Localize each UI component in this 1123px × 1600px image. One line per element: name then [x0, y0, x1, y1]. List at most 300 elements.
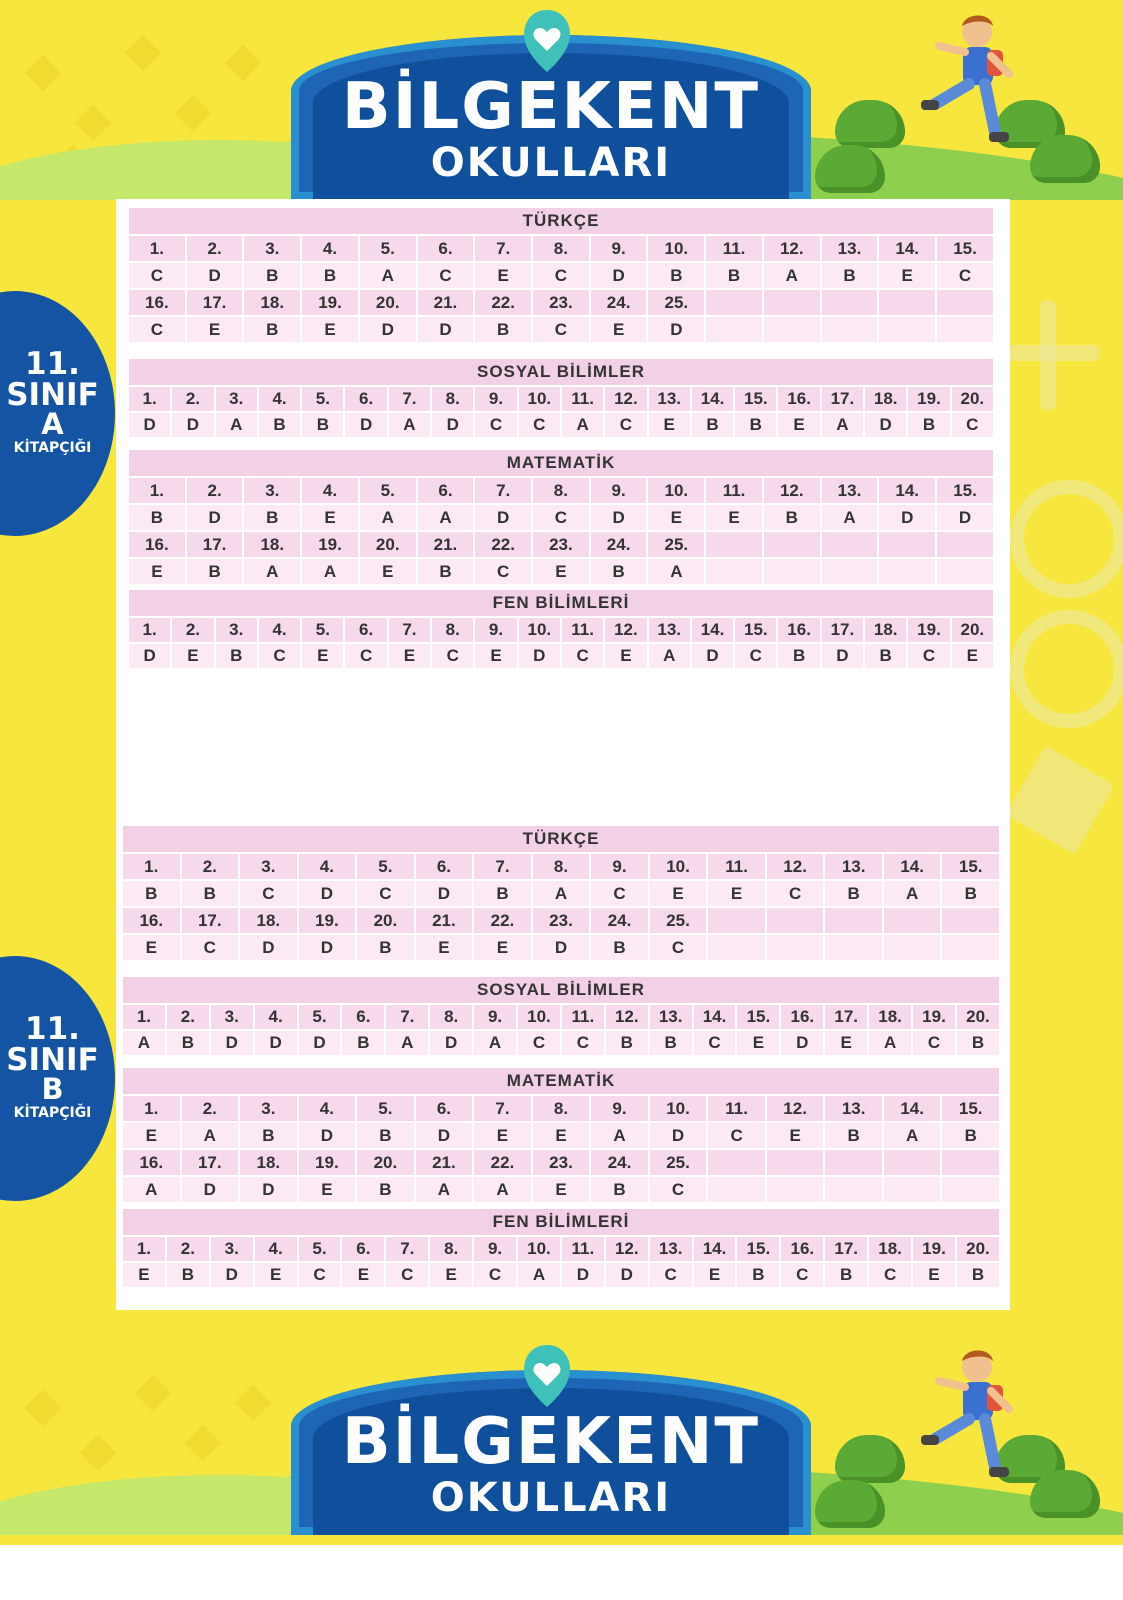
question-number: 10.: [519, 618, 560, 642]
answer-letter: E: [475, 263, 531, 288]
answer-letter: B: [735, 413, 776, 437]
answer-letter: B: [357, 935, 414, 960]
empty-cell: [767, 1177, 824, 1202]
answer-letter: D: [187, 263, 243, 288]
answer-letter: C: [432, 644, 473, 668]
question-number: 22.: [474, 908, 531, 933]
answer-table-sosyal-b: [121, 975, 1001, 1057]
answer-letter: D: [416, 1123, 473, 1148]
question-number: 23.: [533, 908, 590, 933]
answer-letter: C: [259, 644, 300, 668]
empty-cell: [706, 290, 762, 315]
answer-letter: B: [187, 559, 243, 584]
answer-letter: D: [129, 644, 170, 668]
question-number: 2.: [172, 387, 213, 411]
answer-letter: B: [167, 1263, 209, 1287]
empty-cell: [706, 559, 762, 584]
answer-letter: E: [302, 317, 358, 342]
answer-letter: B: [822, 263, 878, 288]
answer-letter: B: [648, 263, 704, 288]
answer-letter: C: [533, 317, 589, 342]
question-number: 1.: [129, 478, 185, 503]
answer-letter: C: [418, 263, 474, 288]
answer-letter: E: [474, 1123, 531, 1148]
answer-letter: B: [357, 1123, 414, 1148]
question-number: 5.: [302, 618, 343, 642]
answer-letter: A: [884, 881, 941, 906]
question-number: 3.: [216, 387, 257, 411]
question-number: 23.: [533, 532, 589, 557]
answer-letter: A: [360, 263, 416, 288]
answer-letter: E: [474, 935, 531, 960]
answer-letter: D: [591, 505, 647, 530]
answer-letter: E: [737, 1031, 779, 1055]
answer-letter: A: [474, 1177, 531, 1202]
bush-icon: [835, 100, 905, 148]
answer-letter: C: [650, 935, 707, 960]
empty-cell: [764, 559, 820, 584]
question-number: 8.: [533, 236, 589, 261]
answer-letter: E: [255, 1263, 297, 1287]
question-number: 2.: [187, 478, 243, 503]
question-number: 17.: [187, 532, 243, 557]
empty-cell: [706, 317, 762, 342]
question-number: 6.: [418, 478, 474, 503]
answer-letter: D: [519, 644, 560, 668]
question-number: 3.: [211, 1005, 253, 1029]
answer-letter: C: [708, 1123, 765, 1148]
question-number: 10.: [650, 854, 707, 879]
answer-letter: B: [302, 413, 343, 437]
answer-letter: A: [648, 559, 704, 584]
question-number: 14.: [692, 387, 733, 411]
answer-letter: E: [187, 317, 243, 342]
question-number: 17.: [822, 387, 863, 411]
answer-letter: B: [692, 413, 733, 437]
answer-letter: D: [187, 505, 243, 530]
answer-letter: D: [360, 317, 416, 342]
question-number: 21.: [416, 1150, 473, 1175]
question-number: 21.: [416, 908, 473, 933]
question-number: 3.: [244, 478, 300, 503]
question-number: 19.: [908, 618, 949, 642]
question-number: 12.: [764, 236, 820, 261]
empty-cell: [708, 908, 765, 933]
empty-cell: [764, 290, 820, 315]
section-title: TÜRKÇE: [129, 208, 993, 234]
section-title: SOSYAL BİLİMLER: [123, 977, 999, 1003]
brand-name: BİLGEKENT: [341, 70, 761, 144]
answer-letter: D: [182, 1177, 239, 1202]
question-number: 25.: [648, 532, 704, 557]
question-number: 14.: [694, 1005, 736, 1029]
question-number: 17.: [825, 1005, 867, 1029]
answer-letter: E: [650, 881, 707, 906]
answer-table-matematik-a: [127, 448, 995, 586]
empty-cell: [879, 532, 935, 557]
question-number: 23.: [533, 1150, 590, 1175]
answer-letter: D: [129, 413, 170, 437]
question-number: 3.: [216, 618, 257, 642]
answer-table-turkce-b: [121, 824, 1001, 962]
answer-letter: A: [123, 1177, 180, 1202]
empty-cell: [825, 1177, 882, 1202]
question-number: 4.: [299, 854, 356, 879]
question-number: 1.: [123, 1237, 165, 1261]
answer-table-matematik-b: [121, 1066, 1001, 1204]
answer-letter: B: [825, 1123, 882, 1148]
answer-letter: D: [475, 505, 531, 530]
answer-letter: C: [129, 263, 185, 288]
answer-letter: C: [562, 1031, 604, 1055]
question-number: 4.: [259, 387, 300, 411]
answer-letter: C: [650, 1177, 707, 1202]
question-number: 5.: [357, 854, 414, 879]
question-number: 4.: [259, 618, 300, 642]
question-number: 6.: [345, 387, 386, 411]
question-number: 17.: [825, 1237, 867, 1261]
answer-letter: D: [432, 413, 473, 437]
answer-letter: B: [475, 317, 531, 342]
section-title: FEN BİLİMLERİ: [123, 1209, 999, 1235]
answer-table-sosyal-a: [127, 357, 995, 439]
question-number: 11.: [706, 236, 762, 261]
question-number: 12.: [767, 854, 824, 879]
question-number: 22.: [475, 290, 531, 315]
question-number: 17.: [822, 618, 863, 642]
answer-letter: E: [591, 317, 647, 342]
answer-letter: C: [694, 1031, 736, 1055]
question-number: 6.: [342, 1005, 384, 1029]
question-number: 17.: [182, 908, 239, 933]
answer-letter: B: [865, 644, 906, 668]
question-number: 20.: [357, 1150, 414, 1175]
answer-letter: B: [591, 559, 647, 584]
question-number: 19.: [299, 908, 356, 933]
question-number: 15.: [737, 1005, 779, 1029]
question-number: 11.: [708, 1096, 765, 1121]
answer-letter: B: [129, 505, 185, 530]
question-number: 11.: [706, 478, 762, 503]
answer-letter: E: [172, 644, 213, 668]
question-number: 6.: [416, 1096, 473, 1121]
answer-letter: A: [822, 413, 863, 437]
question-number: 1.: [129, 387, 170, 411]
question-number: 20.: [952, 387, 993, 411]
answer-letter: A: [869, 1031, 911, 1055]
answer-letter: B: [778, 644, 819, 668]
answer-letter: D: [591, 263, 647, 288]
heart-logo-icon: [518, 1341, 576, 1409]
answer-letter: D: [345, 413, 386, 437]
answer-letter: A: [386, 1031, 428, 1055]
answer-letter: A: [562, 413, 603, 437]
question-number: 25.: [648, 290, 704, 315]
answer-letter: C: [519, 413, 560, 437]
answer-letter: A: [244, 559, 300, 584]
question-number: 24.: [591, 908, 648, 933]
question-number: 2.: [182, 854, 239, 879]
question-number: 15.: [735, 387, 776, 411]
question-number: 20.: [360, 290, 416, 315]
question-number: 18.: [240, 1150, 297, 1175]
answer-letter: B: [650, 1031, 692, 1055]
question-number: 12.: [605, 618, 646, 642]
answer-letter: B: [706, 263, 762, 288]
answer-letter: E: [879, 263, 935, 288]
answer-letter: D: [879, 505, 935, 530]
question-number: 24.: [591, 1150, 648, 1175]
answer-letter: B: [259, 413, 300, 437]
question-number: 16.: [781, 1005, 823, 1029]
question-number: 18.: [869, 1005, 911, 1029]
question-number: 2.: [187, 236, 243, 261]
question-number: 15.: [735, 618, 776, 642]
question-number: 5.: [357, 1096, 414, 1121]
answer-letter: D: [822, 644, 863, 668]
empty-cell: [825, 1150, 882, 1175]
answer-letter: E: [430, 1263, 472, 1287]
question-number: 10.: [519, 387, 560, 411]
answer-letter: D: [240, 1177, 297, 1202]
answer-letter: A: [389, 413, 430, 437]
empty-cell: [884, 935, 941, 960]
question-number: 4.: [302, 478, 358, 503]
question-number: 19.: [908, 387, 949, 411]
question-number: 9.: [591, 1096, 648, 1121]
answer-letter: B: [342, 1031, 384, 1055]
question-number: 14.: [884, 854, 941, 879]
answer-key-table: [127, 448, 995, 586]
answer-letter: C: [533, 505, 589, 530]
question-number: 13.: [822, 478, 878, 503]
answer-letter: E: [533, 559, 589, 584]
question-number: 20.: [957, 1237, 999, 1261]
footer-banner: [0, 1335, 1123, 1535]
question-number: 3.: [240, 1096, 297, 1121]
answer-key-table: [121, 1066, 1001, 1204]
empty-cell: [708, 935, 765, 960]
answer-letter: C: [781, 1263, 823, 1287]
badge-grade: 11.: [25, 346, 80, 382]
question-number: 1.: [123, 854, 180, 879]
answer-letter: C: [869, 1263, 911, 1287]
empty-cell: [767, 1150, 824, 1175]
answer-letter: E: [767, 1123, 824, 1148]
answer-letter: C: [129, 317, 185, 342]
empty-cell: [825, 908, 882, 933]
answer-letter: B: [764, 505, 820, 530]
question-number: 16.: [123, 908, 180, 933]
answer-letter: B: [737, 1263, 779, 1287]
question-number: 7.: [389, 387, 430, 411]
empty-cell: [708, 1177, 765, 1202]
question-number: 16.: [778, 618, 819, 642]
answer-letter: C: [240, 881, 297, 906]
question-number: 22.: [475, 532, 531, 557]
question-number: 3.: [211, 1237, 253, 1261]
answer-letter: C: [908, 644, 949, 668]
answer-table-turkce-a: [127, 206, 995, 344]
question-number: 7.: [386, 1005, 428, 1029]
question-number: 6.: [345, 618, 386, 642]
question-number: 16.: [781, 1237, 823, 1261]
empty-cell: [708, 1150, 765, 1175]
answer-letter: E: [123, 935, 180, 960]
question-number: 1.: [129, 618, 170, 642]
answer-letter: C: [345, 644, 386, 668]
question-number: 2.: [167, 1005, 209, 1029]
answer-letter: A: [474, 1031, 516, 1055]
question-number: 13.: [650, 1005, 692, 1029]
empty-cell: [706, 532, 762, 557]
answer-letter: D: [430, 1031, 472, 1055]
answer-table-fen-b: [121, 1207, 1001, 1289]
answer-letter: B: [591, 1177, 648, 1202]
question-number: 14.: [879, 236, 935, 261]
question-number: 11.: [562, 1005, 604, 1029]
answer-letter: B: [825, 881, 882, 906]
answer-letter: A: [302, 559, 358, 584]
answer-letter: E: [302, 505, 358, 530]
question-number: 3.: [240, 854, 297, 879]
answer-letter: A: [418, 505, 474, 530]
answer-letter: E: [475, 644, 516, 668]
question-number: 16.: [129, 532, 185, 557]
answer-letter: D: [650, 1123, 707, 1148]
answer-letter: B: [357, 1177, 414, 1202]
answer-letter: B: [244, 263, 300, 288]
question-number: 1.: [123, 1005, 165, 1029]
empty-cell: [937, 290, 993, 315]
question-number: 14.: [692, 618, 733, 642]
answer-letter: B: [302, 263, 358, 288]
answer-letter: A: [591, 1123, 648, 1148]
empty-cell: [879, 317, 935, 342]
answer-letter: A: [533, 881, 590, 906]
question-number: 21.: [418, 532, 474, 557]
empty-cell: [764, 317, 820, 342]
answer-letter: A: [216, 413, 257, 437]
answer-letter: B: [825, 1263, 867, 1287]
question-number: 15.: [942, 854, 999, 879]
answer-letter: B: [908, 413, 949, 437]
question-number: 1.: [129, 236, 185, 261]
question-number: 8.: [432, 618, 473, 642]
answer-letter: D: [692, 644, 733, 668]
empty-cell: [767, 908, 824, 933]
question-number: 9.: [591, 854, 648, 879]
answer-letter: D: [172, 413, 213, 437]
question-number: 21.: [418, 290, 474, 315]
question-number: 18.: [244, 290, 300, 315]
answer-letter: B: [123, 881, 180, 906]
empty-cell: [879, 559, 935, 584]
answer-letter: C: [474, 1263, 516, 1287]
question-number: 4.: [255, 1005, 297, 1029]
question-number: 11.: [562, 618, 603, 642]
answer-letter: B: [167, 1031, 209, 1055]
answer-letter: D: [299, 935, 356, 960]
question-number: 6.: [416, 854, 473, 879]
heart-logo-icon: [518, 6, 576, 74]
answer-letter: A: [649, 644, 690, 668]
question-number: 5.: [302, 387, 343, 411]
question-number: 4.: [302, 236, 358, 261]
answer-letter: E: [416, 935, 473, 960]
question-number: 8.: [430, 1005, 472, 1029]
question-number: 20.: [360, 532, 416, 557]
question-number: 25.: [650, 1150, 707, 1175]
answer-letter: B: [606, 1031, 648, 1055]
question-number: 10.: [650, 1096, 707, 1121]
answer-letter: E: [302, 644, 343, 668]
empty-cell: [937, 317, 993, 342]
answer-letter: E: [605, 644, 646, 668]
answer-letter: A: [884, 1123, 941, 1148]
answer-letter: E: [825, 1031, 867, 1055]
answer-letter: D: [211, 1031, 253, 1055]
answer-letter: D: [648, 317, 704, 342]
answer-letter: B: [240, 1123, 297, 1148]
question-number: 3.: [244, 236, 300, 261]
question-number: 7.: [386, 1237, 428, 1261]
answer-letter: D: [562, 1263, 604, 1287]
answer-letter: D: [865, 413, 906, 437]
empty-cell: [879, 290, 935, 315]
question-number: 12.: [606, 1005, 648, 1029]
answer-key-table: [121, 975, 1001, 1057]
answer-key-table: [121, 1207, 1001, 1289]
question-number: 19.: [302, 532, 358, 557]
badge-letter: A: [41, 407, 64, 441]
question-number: 20.: [957, 1005, 999, 1029]
empty-cell: [822, 290, 878, 315]
answer-key-table: [121, 824, 1001, 962]
question-number: 9.: [591, 478, 647, 503]
answer-letter: D: [781, 1031, 823, 1055]
answer-letter: C: [386, 1263, 428, 1287]
answer-letter: A: [123, 1031, 165, 1055]
question-number: 24.: [591, 532, 647, 557]
answer-table-fen-a: [127, 588, 995, 670]
answer-letter: D: [299, 1123, 356, 1148]
empty-cell: [822, 559, 878, 584]
question-number: 22.: [474, 1150, 531, 1175]
question-number: 9.: [591, 236, 647, 261]
answer-letter: E: [342, 1263, 384, 1287]
answer-letter: C: [299, 1263, 341, 1287]
question-number: 2.: [167, 1237, 209, 1261]
answer-letter: E: [649, 413, 690, 437]
empty-cell: [937, 532, 993, 557]
brand-name: BİLGEKENT: [341, 1405, 761, 1479]
question-number: 18.: [865, 618, 906, 642]
empty-cell: [942, 1177, 999, 1202]
answer-letter: E: [706, 505, 762, 530]
answer-letter: D: [211, 1263, 253, 1287]
answer-letter: B: [942, 881, 999, 906]
question-number: 4.: [255, 1237, 297, 1261]
answer-letter: B: [957, 1263, 999, 1287]
question-number: 9.: [474, 1005, 516, 1029]
answer-letter: B: [244, 505, 300, 530]
answer-letter: C: [650, 1263, 692, 1287]
question-number: 10.: [518, 1005, 560, 1029]
question-number: 7.: [475, 236, 531, 261]
answer-letter: E: [913, 1263, 955, 1287]
question-number: 14.: [884, 1096, 941, 1121]
